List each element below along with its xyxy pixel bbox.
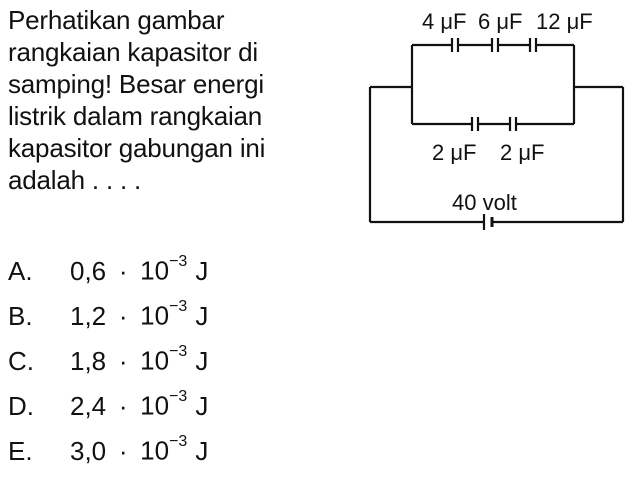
question-line-3: samping! Besar energi (8, 69, 264, 99)
option-base: 10 (140, 300, 170, 331)
option-exponent: −3 (169, 298, 188, 315)
capacitor-label-6uf: 6 μF (478, 9, 523, 34)
capacitor-label-4uf: 4 μF (422, 9, 467, 34)
option-value: 1,2 (70, 300, 107, 331)
option-unit: J (195, 390, 209, 421)
option-unit: J (195, 435, 209, 466)
voltage-source-label: 40 volt (452, 190, 517, 215)
option-value: 0,6 (70, 255, 107, 286)
option-b[interactable] (8, 289, 208, 333)
option-exponent: −3 (169, 388, 188, 405)
multiply-dot: · (118, 255, 128, 286)
option-letter: E. (8, 435, 33, 466)
option-e[interactable] (8, 424, 208, 468)
option-base: 10 (140, 345, 170, 376)
option-unit: J (195, 345, 209, 376)
multiply-dot: · (118, 300, 128, 331)
option-value: 3,0 (70, 435, 107, 466)
option-exponent: −3 (169, 433, 188, 450)
option-letter: C. (8, 345, 34, 376)
multiply-dot: · (118, 345, 128, 376)
option-base: 10 (140, 390, 170, 421)
option-letter: A. (8, 255, 33, 286)
option-c[interactable] (8, 334, 208, 378)
option-letter: D. (8, 390, 34, 421)
option-value: 2,4 (70, 390, 107, 421)
option-a[interactable] (8, 244, 208, 288)
option-exponent: −3 (169, 253, 188, 270)
question-line-2: rangkaian kapasitor di (8, 37, 258, 67)
option-unit: J (195, 255, 209, 286)
question-line-6: adalah . . . . (8, 165, 142, 195)
capacitor-circuit-diagram (360, 0, 639, 240)
capacitor-label-2uf-right: 2 μF (500, 140, 545, 165)
option-exponent: −3 (169, 343, 188, 360)
capacitor-label-12uf: 12 μF (536, 9, 593, 34)
question-text (8, 4, 313, 196)
capacitor-label-2uf-left: 2 μF (432, 140, 477, 165)
question-line-4: listrik dalam rangkaian (8, 101, 263, 131)
option-base: 10 (140, 255, 170, 286)
question-line-5: kapasitor gabungan ini (8, 133, 266, 163)
question-line-1: Perhatikan gambar (8, 5, 225, 35)
option-value: 1,8 (70, 345, 107, 376)
option-letter: B. (8, 300, 33, 331)
multiply-dot: · (118, 435, 128, 466)
multiply-dot: · (118, 390, 128, 421)
option-d[interactable] (8, 379, 208, 423)
option-unit: J (195, 300, 209, 331)
option-base: 10 (140, 435, 170, 466)
